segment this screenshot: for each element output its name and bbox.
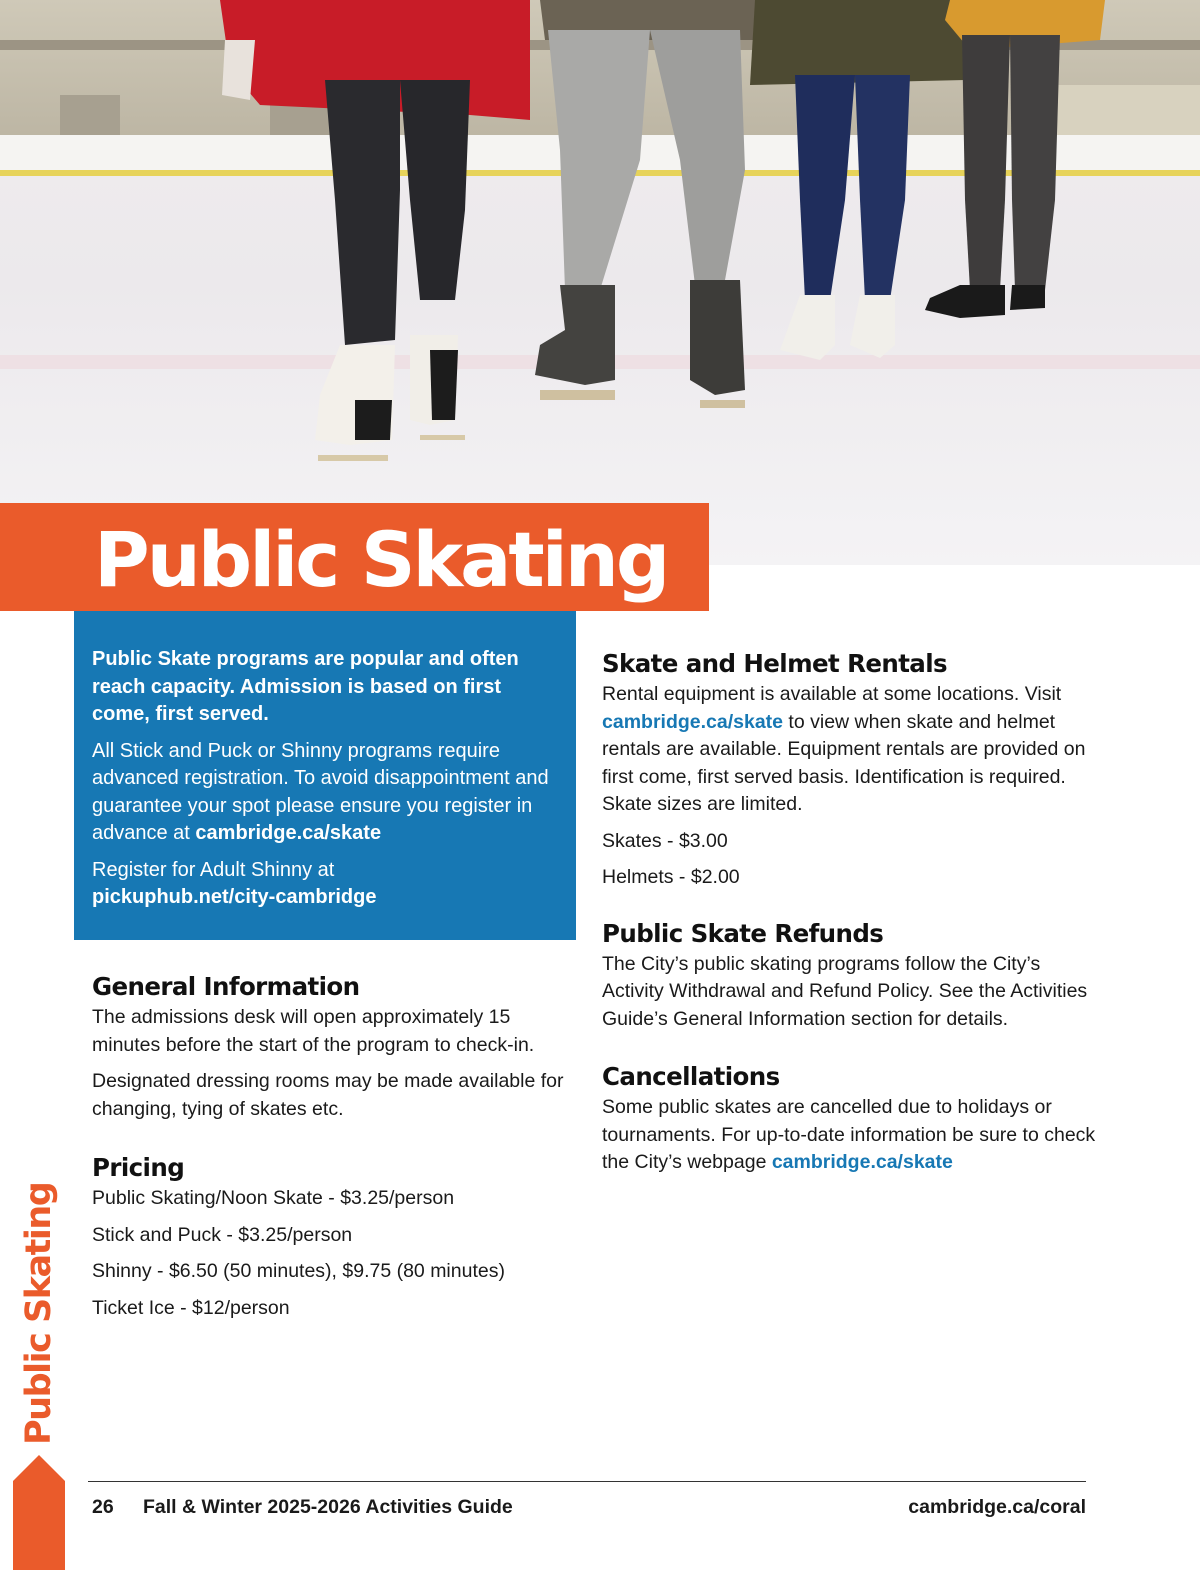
refunds-section: [602, 917, 1102, 1034]
info-registration: [92, 738, 558, 848]
rentals-heading: Skate and Helmet Rentals: [602, 649, 948, 678]
pricing-item: Ticket Ice - $12/person: [92, 1296, 290, 1319]
info-callout: [74, 611, 576, 940]
pricing-item: Stick and Puck - $3.25/person: [92, 1223, 353, 1246]
rentals-paragraph: [602, 681, 1102, 819]
pricing-section: [92, 1151, 572, 1322]
refunds-heading: Public Skate Refunds: [602, 918, 884, 948]
page-number: 26: [92, 1496, 114, 1518]
general-information-heading: General Information: [92, 972, 360, 1001]
cancellations-link[interactable]: cambridge.ca/skate: [771, 1151, 953, 1173]
rentals-text-before: Rental equipment is available at some locations. Visit: [602, 683, 1062, 705]
rentals-link[interactable]: cambridge.ca/skate: [602, 710, 784, 733]
hero-photo: [0, 0, 1200, 565]
rentals-text-after: to view when skate and helmet rentals are available. Equipment rentals are provided on first come, first served basis. Identification is required. Skate sizes are limited.: [602, 710, 1086, 815]
cancellations-heading: Cancellations: [602, 1062, 780, 1091]
pricing-heading: Pricing: [92, 1153, 185, 1182]
info-lead: Public Skate programs are popular and often reach capacity. Admission is based on first come, first served.: [92, 648, 519, 725]
skaters-illustration: [0, 0, 1200, 565]
page-title: Public Skating: [94, 515, 668, 604]
info-shinny: [92, 857, 558, 912]
general-information-section: [92, 970, 572, 1123]
info-shinny-text: Register for Adult Shinny at: [92, 858, 335, 881]
cancellations-section: [602, 1060, 1102, 1177]
rental-price: Helmets - $2.00: [602, 866, 740, 888]
rental-price: Skates - $3.00: [602, 829, 728, 852]
general-information-paragraph: Designated dressing rooms may be made available for changing, tying of skates etc.: [92, 1070, 564, 1120]
side-tab-label: Public Skating: [19, 1182, 59, 1445]
info-registration-text: All Stick and Puck or Shinny programs require advanced registration. To avoid disappointment and guarantee your spot please ensure you register in advance at: [92, 739, 549, 844]
pricing-item: Shinny - $6.50 (50 minutes), $9.75 (80 minutes): [92, 1260, 505, 1282]
footer-website-link[interactable]: cambridge.ca/coral: [908, 1496, 1086, 1518]
guide-title: Fall & Winter 2025-2026 Activities Guide: [143, 1496, 513, 1518]
registration-link[interactable]: cambridge.ca/skate: [195, 822, 382, 844]
general-information-paragraph: The admissions desk will open approximately 15 minutes before the start of the program to check-in.: [92, 1006, 535, 1056]
side-tab-marker: [13, 1455, 65, 1570]
rentals-section: [602, 647, 1102, 892]
cancellations-text: Some public skates are cancelled due to holidays or tournaments. For up-to-date information be sure to check the City’s webpage: [602, 1096, 1096, 1173]
left-column: [92, 970, 572, 1342]
cancellations-paragraph: [602, 1094, 1102, 1177]
shinny-link[interactable]: pickuphub.net/city-cambridge: [92, 886, 377, 908]
pricing-item: Public Skating/Noon Skate - $3.25/person: [92, 1187, 455, 1209]
right-column: [602, 647, 1102, 1197]
footer: [92, 1496, 1086, 1528]
footer-divider: [88, 1481, 1086, 1482]
refunds-text: The City’s public skating programs follow the City’s Activity Withdrawal and Refund Policy. See the Activities Guide’s General Information section for details.: [602, 952, 1088, 1030]
